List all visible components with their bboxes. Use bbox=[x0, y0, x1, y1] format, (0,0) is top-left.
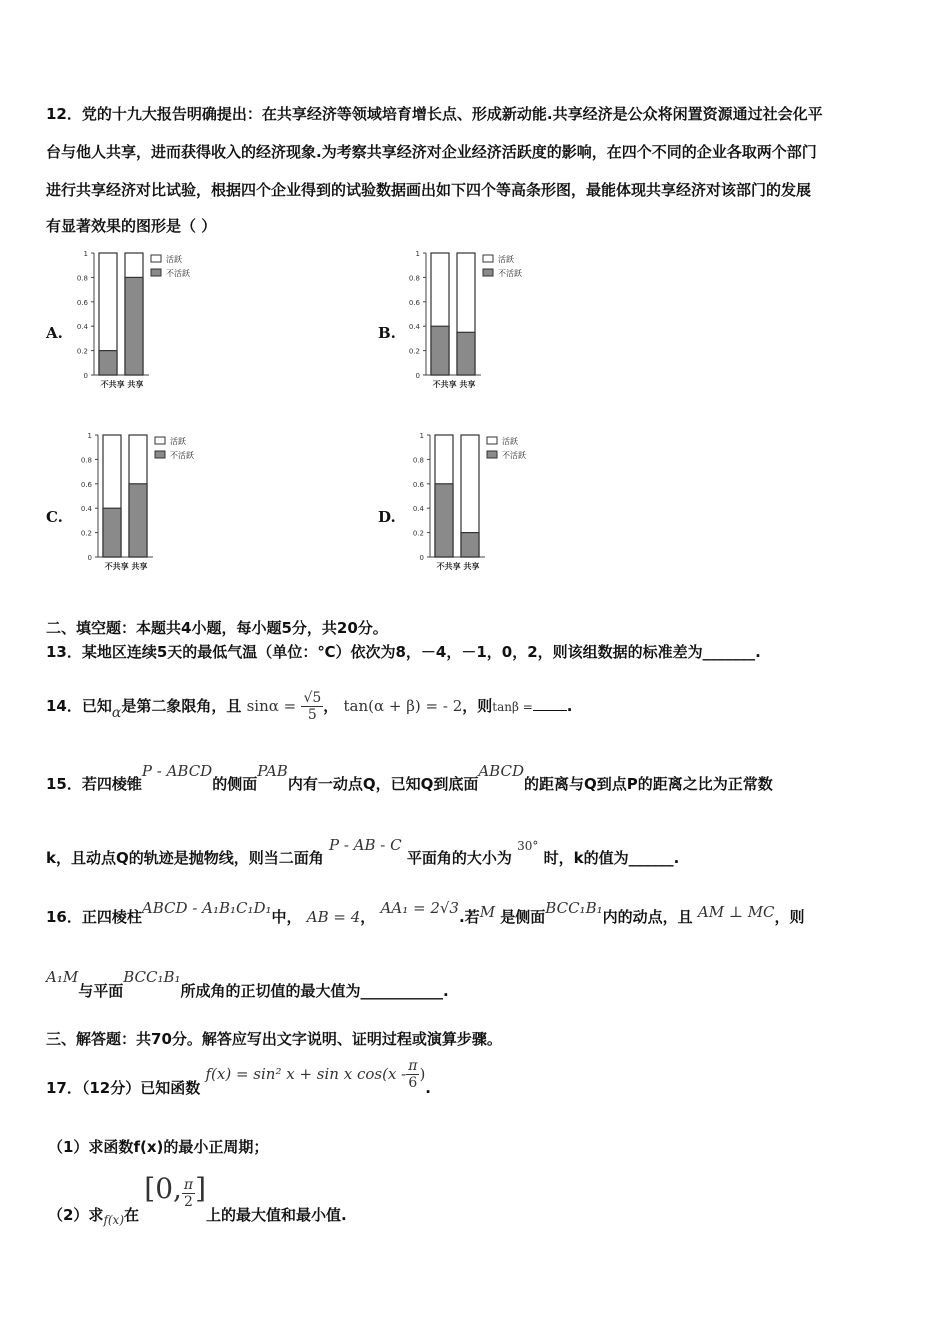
y-tick-label: 0.6 bbox=[80, 480, 92, 489]
q14-fraction bbox=[301, 690, 323, 723]
bar-inactive bbox=[457, 332, 475, 375]
q12-line-1: 12．党的十九大报告明确提出：在共享经济等领域培育增长点、形成新动能.共享经济是公众将闲置资源通过社会化平 bbox=[46, 105, 823, 123]
q17-pi: π bbox=[408, 1058, 418, 1074]
y-tick-label: 0.2 bbox=[76, 347, 88, 356]
bar-inactive bbox=[431, 326, 449, 375]
legend-swatch-inactive bbox=[483, 269, 493, 276]
q17-pi-over-2 bbox=[182, 1177, 195, 1210]
y-tick-label: 1 bbox=[87, 432, 92, 440]
legend-label-active: 活跃 bbox=[166, 255, 182, 264]
y-tick-label: 1 bbox=[83, 250, 88, 258]
legend-swatch-active bbox=[151, 255, 161, 262]
y-tick-label: 0.2 bbox=[80, 529, 92, 538]
q16-m3: AA₁ = 2√3 bbox=[380, 899, 459, 917]
q17-end: . bbox=[425, 1079, 431, 1097]
q17-fx: f(x) bbox=[103, 1213, 125, 1227]
q15-m4: P - AB - C bbox=[328, 836, 402, 854]
q17-part-2 bbox=[48, 1172, 347, 1227]
q16-line-2 bbox=[46, 966, 449, 1000]
q17-interval-close: ] bbox=[195, 1172, 207, 1205]
q15-t2: 的侧面 bbox=[212, 775, 258, 793]
y-tick-label: 1 bbox=[419, 432, 424, 440]
q14-den: 5 bbox=[307, 707, 317, 723]
q15-line-1 bbox=[46, 760, 773, 793]
chart-c bbox=[76, 427, 226, 582]
legend-label-active: 活跃 bbox=[498, 255, 514, 264]
q16-m1: ABCD - A₁B₁C₁D₁ bbox=[141, 899, 272, 917]
q15-line-2 bbox=[46, 834, 680, 867]
bar-inactive bbox=[129, 484, 147, 557]
y-tick-label: 0.6 bbox=[408, 298, 420, 307]
q15-t6: 平面角的大小为 bbox=[406, 849, 512, 867]
legend-swatch-active bbox=[487, 437, 497, 444]
bar-inactive bbox=[103, 508, 121, 557]
q15-t7: 时，k的值为______. bbox=[543, 849, 680, 867]
q16-t1: 16．正四棱柱 bbox=[46, 908, 142, 926]
q17-p2b: 在 bbox=[124, 1206, 140, 1224]
q16-t4: .若 bbox=[458, 908, 480, 926]
y-tick-label: 0.8 bbox=[408, 274, 420, 283]
q14-alpha: α bbox=[111, 705, 122, 721]
q16-t7: ，则 bbox=[774, 908, 805, 926]
legend-label-active: 活跃 bbox=[502, 437, 518, 446]
q14-prefix: 14．已知 bbox=[46, 697, 112, 715]
y-tick-label: 0.6 bbox=[76, 298, 88, 307]
legend-swatch-inactive bbox=[487, 451, 497, 458]
q17-part-1: （1）求函数f(x)的最小正周期； bbox=[48, 1138, 269, 1156]
q17-expr: f(x) = sin² x + sin x cos(x - bbox=[205, 1065, 407, 1083]
y-tick-label: 1 bbox=[415, 250, 420, 258]
q16-m8: BCC₁B₁ bbox=[123, 968, 181, 986]
q15-t1: 15．若四棱锥 bbox=[46, 775, 142, 793]
q14-text1: 是第二象限角，且 bbox=[121, 697, 242, 715]
q16-m2: AB = 4 bbox=[306, 908, 361, 926]
q14-comma: ， bbox=[323, 697, 339, 715]
y-tick-label: 0.8 bbox=[80, 456, 92, 465]
q16-m7: A₁M bbox=[46, 968, 79, 986]
q17-six: 6 bbox=[408, 1075, 418, 1091]
x-axis-label: 不共享 共享 bbox=[436, 562, 480, 571]
q12-line-3: 进行共享经济对比试验，根据四个企业得到的试验数据画出如下四个等高条形图，最能体现共享经济对该部门的发展 bbox=[46, 181, 812, 199]
legend-swatch-active bbox=[155, 437, 165, 444]
y-tick-label: 0 bbox=[87, 554, 92, 562]
q16-t5: 是侧面 bbox=[500, 908, 546, 926]
x-axis-label: 不共享 共享 bbox=[432, 380, 476, 389]
legend-label-inactive: 不活跃 bbox=[498, 269, 522, 278]
q14-text2: ，则 bbox=[462, 697, 493, 715]
chart-d bbox=[408, 427, 558, 582]
y-tick-label: 0 bbox=[419, 554, 424, 562]
q14-sin-expr: sinα = bbox=[246, 697, 297, 715]
q16-m6: AM ⊥ MC bbox=[697, 903, 775, 921]
q14-end: . bbox=[566, 697, 573, 715]
x-axis-label: 不共享 共享 bbox=[104, 562, 148, 571]
option-a-label: A. bbox=[46, 324, 63, 342]
q15-t3: 内有一动点Q，已知Q到底面 bbox=[287, 775, 479, 793]
chart-b bbox=[404, 245, 554, 395]
q17-p2a: （2）求 bbox=[48, 1206, 104, 1224]
legend-label-active: 活跃 bbox=[170, 437, 186, 446]
q17-p2c: 上的最大值和最小值. bbox=[206, 1206, 347, 1224]
y-tick-label: 0 bbox=[83, 372, 88, 380]
chart-a bbox=[72, 245, 222, 395]
y-tick-label: 0.4 bbox=[412, 505, 424, 514]
q14-tanb: tanβ = bbox=[492, 700, 533, 714]
legend-label-inactive: 不活跃 bbox=[170, 451, 194, 460]
y-tick-label: 0 bbox=[415, 372, 420, 380]
y-tick-label: 0.6 bbox=[412, 480, 424, 489]
q16-t6: 内的动点，且 bbox=[602, 908, 693, 926]
x-axis-label: 不共享 共享 bbox=[100, 380, 144, 389]
section-2-heading: 二、填空题：本题共4小题，每小题5分，共20分。 bbox=[46, 619, 388, 637]
q15-m5: 30° bbox=[517, 839, 539, 853]
option-b-label: B. bbox=[378, 324, 396, 342]
q16-m5: BCC₁B₁ bbox=[545, 899, 603, 917]
q17-pi-over-6 bbox=[406, 1058, 419, 1091]
bar-inactive bbox=[125, 277, 143, 375]
bar-inactive bbox=[435, 484, 453, 557]
option-d-label: D. bbox=[378, 508, 396, 526]
bar-inactive bbox=[99, 351, 117, 375]
y-tick-label: 0.2 bbox=[412, 529, 424, 538]
option-c-label: C. bbox=[46, 508, 63, 526]
legend-label-inactive: 不活跃 bbox=[166, 269, 190, 278]
q17-close: ) bbox=[419, 1065, 426, 1083]
y-tick-label: 0.2 bbox=[408, 347, 420, 356]
y-tick-label: 0.8 bbox=[412, 456, 424, 465]
y-tick-label: 0.4 bbox=[76, 323, 88, 332]
q15-m3: ABCD bbox=[478, 762, 524, 780]
q15-t5: k，且动点Q的轨迹是抛物线，则当二面角 bbox=[46, 849, 324, 867]
q16-t3: ， bbox=[360, 908, 376, 926]
q14 bbox=[46, 690, 573, 723]
q12-line-4: 有显著效果的图形是（ ） bbox=[46, 217, 217, 235]
legend-label-inactive: 不活跃 bbox=[502, 451, 526, 460]
y-tick-label: 0.4 bbox=[408, 323, 420, 332]
q14-sqrt5: √5 bbox=[303, 690, 322, 706]
q17-stem bbox=[46, 1058, 431, 1097]
legend-swatch-inactive bbox=[155, 451, 165, 458]
q13-text: 13．某地区连续5天的最低气温（单位：℃）依次为8，－4，－1，0，2，则该组数据的标准差为_______. bbox=[46, 643, 761, 661]
section-3-heading: 三、解答题：共70分。解答应写出文字说明、证明过程或演算步骤。 bbox=[46, 1030, 502, 1048]
legend-swatch-active bbox=[483, 255, 493, 262]
q17-interval-open: [0, bbox=[144, 1172, 182, 1205]
q14-answer-blank bbox=[533, 710, 567, 711]
q17-two: 2 bbox=[184, 1194, 193, 1210]
q16-t8: 与平面 bbox=[78, 982, 124, 1000]
q15-m2: PAB bbox=[257, 762, 288, 780]
bar-inactive bbox=[461, 533, 479, 557]
q15-m1: P - ABCD bbox=[141, 762, 213, 780]
q14-tan-expr: tan(α + β) = - 2 bbox=[343, 697, 463, 715]
q16-t2: 中， bbox=[271, 908, 302, 926]
q17-t1: 17．（12分）已知函数 bbox=[46, 1079, 201, 1097]
legend-swatch-inactive bbox=[151, 269, 161, 276]
q15-t4: 的距离与Q到点P的距离之比为正常数 bbox=[523, 775, 773, 793]
y-tick-label: 0.4 bbox=[80, 505, 92, 514]
q16-m4: M bbox=[479, 903, 496, 921]
y-tick-label: 0.8 bbox=[76, 274, 88, 283]
q17-pi2: π bbox=[183, 1177, 194, 1193]
q12-line-2: 台与他人共享，进而获得收入的经济现象.为考察共享经济对企业经济活跃度的影响，在四个不同的企业各取两个部门 bbox=[46, 143, 817, 161]
q16-t9: 所成角的正切值的最大值为___________. bbox=[180, 982, 449, 1000]
q16-line-1 bbox=[46, 897, 805, 926]
